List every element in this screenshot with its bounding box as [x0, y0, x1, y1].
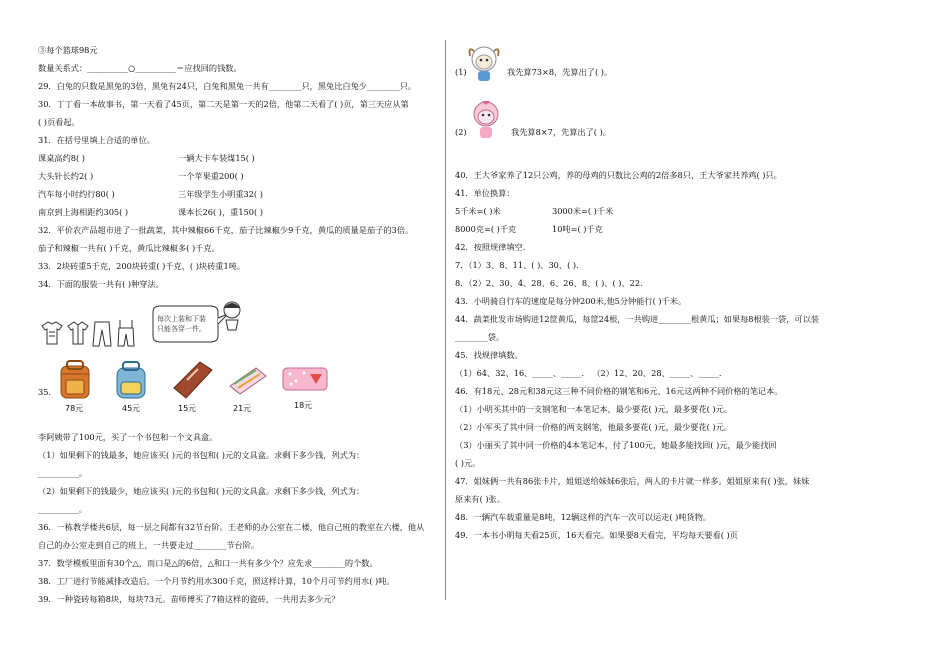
- question-35-label: 35.: [38, 387, 52, 397]
- question-34: 34．下面的服装一共有( )种穿法。: [38, 279, 164, 289]
- label-2: (2): [455, 127, 467, 137]
- text-line: 数量关系式：__________○__________＝应找回的钱数。: [38, 63, 242, 73]
- answer-blank: __________。: [38, 468, 88, 478]
- conversion-item: 3000米=( )千米: [552, 206, 614, 216]
- unit-item: 课本长26( )，重150( ): [178, 207, 263, 217]
- shirt-icon: [42, 322, 62, 344]
- question-43: 43．小明骑自行车的速度是每分钟200米,他5分钟能行( )千米。: [455, 296, 687, 306]
- answer-blank: __________。: [38, 504, 88, 514]
- conversion-item: 10吨=( )千克: [552, 224, 603, 234]
- question-35-1: （1）如果剩下的钱最多，她应该买( )元的书包和( )元的文具盒。求剩下多少钱，列式为：: [38, 450, 365, 460]
- sheep-character-icon: [464, 44, 504, 84]
- question-47: 47．姐妹俩一共有86张卡片，姐姐送给妹妹6张后，两人的卡片就一样多。姐姐原来有( )张，妹妹: [455, 476, 810, 486]
- unit-item: 大头针长约2( ): [38, 171, 94, 181]
- question-36: 36．一栋教学楼共6层，每一层之间都有32节台阶。王老师的办公室在二楼，他自己班的教室在六楼，他从: [38, 522, 425, 532]
- question-46-1: （1）小明买其中的一支钢笔和一本笔记本，最少要花( )元，最多要花( )元。: [455, 404, 733, 414]
- pencil-case-icon: [282, 366, 328, 392]
- sheep-girl-character-icon: [466, 98, 506, 142]
- overalls-icon: [118, 320, 134, 346]
- text-line: 原来有( )张。: [455, 494, 505, 504]
- price-pencil-case-1: 15元: [178, 404, 197, 413]
- question-48: 48．一辆汽车载重量是8吨，12辆这样的汽车一次可以运走( )吨货物。: [455, 512, 712, 522]
- price-pencil-box: 21元: [233, 404, 252, 413]
- conversion-item: 8000克=( )千克: [455, 224, 517, 234]
- bubble-text-1: 每次上装和下装: [157, 315, 206, 323]
- question-46-3: （3）小丽买了其中同一价格的4本笔记本，付了100元，她最多能找回( )元，最少能找回: [455, 440, 777, 450]
- sheep-1-text: 我先算73×8，先算出了( )。: [507, 67, 613, 77]
- question-46: 46．有18元、28元和38元这三种不同价格的钢笔和6元、16元这两种不同价格的笔记本。: [455, 386, 783, 396]
- text-line: ________袋。: [455, 332, 505, 342]
- text-line: 李阿姨带了100元，买了一个书包和一个文具盒。: [38, 432, 218, 442]
- unit-item: 课桌高约8( ): [38, 153, 85, 163]
- unit-item: 一个苹果重200( ): [178, 171, 244, 181]
- text-line: ( )页看起。: [38, 117, 80, 127]
- text-line: 自己的办公室走到自己的班上，一共要走过________节台阶。: [38, 540, 260, 550]
- question-40: 40．王大爷家养了12只公鸡，养的母鸡的只数比公鸡的2倍多8只，王大爷家共养鸡( )只。: [455, 170, 782, 180]
- question-42: 42．按照规律填空.: [455, 242, 526, 252]
- sequence-2: 8．（2）2、30、4、28、6、26、8、( )、( )、22.: [455, 278, 643, 288]
- conversion-item: 5千米=( )米: [455, 206, 501, 216]
- shirt-icon: [68, 322, 88, 344]
- unit-item: 南京到上海相距约305( ): [38, 207, 129, 217]
- text-line: 茄子和辣椒一共有( )千克，黄瓜比辣椒多( )千克。: [38, 243, 220, 253]
- unit-item: 一辆大卡车装煤15( ): [178, 153, 255, 163]
- question-45: 45．找规律填数。: [455, 350, 523, 360]
- question-38: 38．工厂进行节能减排改造后，一个月节约用水300千克，照这样计算，10个月可节约用水( )吨。: [38, 576, 395, 586]
- question-29: 29．白兔的只数是黑兔的3倍，黑兔有24只，白兔和黑兔一共有________只，黑兔比白兔少________只。: [38, 81, 417, 91]
- unit-item: 三年级学生小明重32( ): [178, 189, 263, 199]
- text-line: ③每个篮球98元: [38, 45, 98, 55]
- question-31: 31．在括号里填上合适的单位。: [38, 135, 155, 145]
- sequence-pair: （1）64、32、16、_____、_____． （2）12、20、28、_____、_____.: [455, 368, 722, 378]
- column-divider: [445, 40, 446, 600]
- question-44: 44．蔬菜批发市场购进12筐黄瓜，每筐24根，一共购进________根黄瓜；如果每8根装一袋，可以装: [455, 314, 819, 324]
- label-1: (1): [455, 67, 467, 77]
- pencil-box-icon: [226, 360, 270, 400]
- trousers-icon: [93, 322, 111, 346]
- price-backpack-2: 45元: [122, 404, 141, 413]
- text-line: ( )元。: [455, 458, 481, 468]
- question-33: 33．2块砖重5千克，200块砖重( )千克，( )块砖重1吨。: [38, 261, 246, 271]
- pencil-case-icon: [170, 360, 214, 400]
- clothing-icons: [40, 320, 150, 348]
- unit-item: 汽车每小时约行80( ): [38, 189, 115, 199]
- question-41: 41．单位换算：: [455, 188, 515, 198]
- sheep-2-text: 我先算8×7，先算出了( )。: [511, 127, 611, 137]
- question-32: 32．平价农产品超市进了一批蔬菜，其中辣椒66千克，茄子比辣椒少9千克，黄瓜的质量是茄子的3倍。: [38, 225, 414, 235]
- question-30: 30．丁丁看一本故事书，第一天看了45页，第二天是第一天的2倍，他第二天看了( )页，第三天应从第: [38, 99, 409, 109]
- backpack-icon: [114, 360, 148, 400]
- question-39: 39．一种瓷砖每箱8块，每块73元。苗师傅买了7箱这样的瓷砖，一共用去多少元？: [38, 594, 340, 604]
- price-backpack-1: 78元: [65, 404, 84, 413]
- price-pencil-case-2: 18元: [294, 401, 313, 410]
- question-49: 49．一本书小明每天看25页，16天看完。如果要8天看完，平均每天要看( )页: [455, 530, 738, 540]
- sequence-1: 7．（1）3、8、11、( )、30、( ).: [455, 260, 579, 270]
- question-46-2: （2）小军买了其中同一价格的两支钢笔，他最多要花( )元，最少要花( )元。: [455, 422, 733, 432]
- bubble-text-2: 只能各穿一件。: [157, 325, 206, 333]
- question-37: 37．数学模板里面有30个△，而口是△的6倍，△和口一共有多少个？应先求________的个数。: [38, 558, 378, 568]
- backpack-icon: [58, 360, 92, 400]
- question-35-2: （2）如果剩下的钱最少，她应该买( )元的书包和( )元的文具盒。求剩下多少钱，列式为：: [38, 486, 365, 496]
